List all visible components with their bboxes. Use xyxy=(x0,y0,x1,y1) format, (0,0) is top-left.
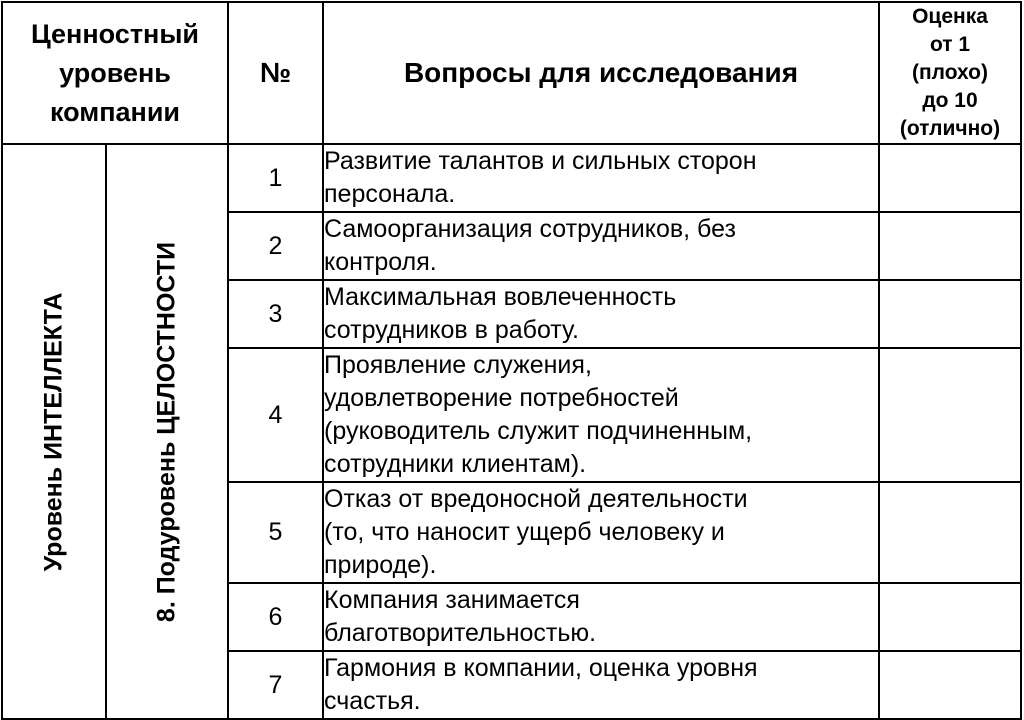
question-line: Проявление служения, xyxy=(324,351,592,379)
header-score-line: до 10 xyxy=(922,89,978,112)
question-number: 5 xyxy=(228,482,323,583)
score-cell[interactable] xyxy=(879,651,1021,719)
question-line: Максимальная вовлеченность xyxy=(324,283,677,311)
question-text xyxy=(323,144,879,212)
question-number: 3 xyxy=(228,280,323,348)
question-line: счастья. xyxy=(324,687,421,715)
question-line: (руководитель служит подчиненным, xyxy=(324,417,753,445)
header-score-line: Оценка xyxy=(912,5,988,28)
score-cell[interactable] xyxy=(879,583,1021,651)
question-line: Развитие талантов и сильных сторон xyxy=(324,147,757,175)
score-cell[interactable] xyxy=(879,348,1021,482)
score-cell[interactable] xyxy=(879,482,1021,583)
question-line: природе). xyxy=(324,551,437,579)
question-line: сотрудники клиентам). xyxy=(324,450,587,478)
question-line: персонала. xyxy=(324,180,456,208)
header-score-line: (плохо) xyxy=(911,61,989,84)
header-questions: Вопросы для исследования xyxy=(323,2,879,144)
question-line: Компания занимается xyxy=(324,586,580,614)
question-line: Гармония в компании, оценка уровня xyxy=(324,654,758,682)
question-number: 1 xyxy=(228,144,323,212)
question-line: Отказ от вредоносной деятельности xyxy=(324,485,748,513)
question-row xyxy=(2,144,1021,212)
level-name: Уровень ИНТЕЛЛЕКТА xyxy=(39,292,68,571)
question-text xyxy=(323,583,879,651)
header-score-line: (отлично) xyxy=(899,117,1001,140)
question-line: контроля. xyxy=(324,248,437,276)
survey-table xyxy=(1,1,1022,720)
question-text xyxy=(323,348,879,482)
header-score xyxy=(879,2,1021,144)
header-level-line: компании xyxy=(49,96,181,127)
question-text xyxy=(323,280,879,348)
question-text xyxy=(323,212,879,280)
level-cell xyxy=(2,144,106,719)
question-line: сотрудников в работу. xyxy=(324,316,579,344)
score-cell[interactable] xyxy=(879,280,1021,348)
question-line: (то, что наносит ущерб человеку и xyxy=(324,518,725,546)
header-row xyxy=(2,2,1021,144)
question-line: Самоорганизация сотрудников, без xyxy=(324,215,736,243)
question-line: удовлетворение потребностей xyxy=(324,384,679,412)
header-score-line: от 1 xyxy=(929,33,971,56)
score-cell[interactable] xyxy=(879,144,1021,212)
sublevel-cell xyxy=(106,144,228,719)
question-number: 2 xyxy=(228,212,323,280)
question-number: 6 xyxy=(228,583,323,651)
question-text xyxy=(323,482,879,583)
header-level-line: уровень xyxy=(59,57,171,88)
question-number: 7 xyxy=(228,651,323,719)
question-text xyxy=(323,651,879,719)
header-number: № xyxy=(228,2,323,144)
header-level xyxy=(2,2,228,144)
question-number: 4 xyxy=(228,348,323,482)
question-line: благотворительностью. xyxy=(324,619,597,647)
sublevel-name: 8. Подуровень ЦЕЛОСТНОСТИ xyxy=(152,241,181,622)
score-cell[interactable] xyxy=(879,212,1021,280)
header-level-line: Ценностный xyxy=(30,18,200,49)
